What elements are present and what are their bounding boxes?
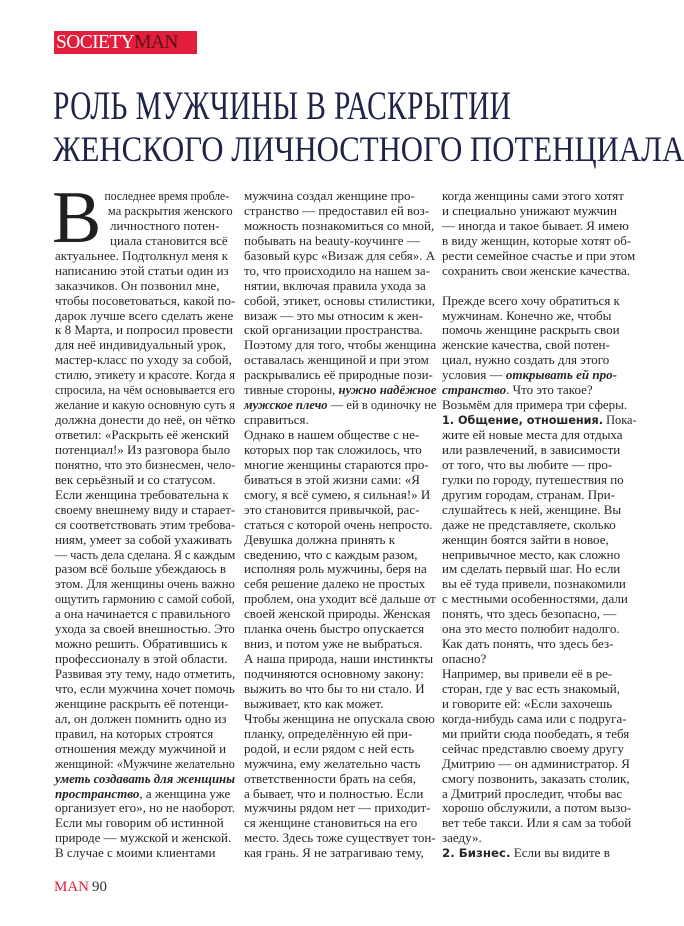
- text-line: ма раскрытия женского: [107, 202, 233, 218]
- section-label-man: MAN: [134, 32, 178, 53]
- text-line: заеду».: [442, 830, 482, 846]
- article-column-2: [244, 189, 436, 861]
- text-line: в виду женщин, которые хотят об-: [442, 232, 632, 248]
- text-line: женщине раскрыть её потенци-: [55, 695, 229, 711]
- text-line: век серьёзный и со статусом.: [55, 471, 216, 487]
- text-line: понятно, что это бизнесмен, чело-: [55, 456, 236, 472]
- article-column-1: [52, 177, 236, 861]
- text-line: [244, 397, 437, 413]
- text-line: исполняя роль мужчины, беря на: [244, 561, 427, 577]
- text-line: своему внешнему виду и старает-: [55, 501, 235, 517]
- text-line: то, что происходило на нашем за-: [244, 262, 430, 278]
- text-line: сведению, что с каждым разом,: [244, 546, 418, 562]
- text-line: Возьмём для примера три сферы.: [442, 397, 628, 413]
- text-line: раскрывались её природные пози-: [244, 367, 433, 383]
- text-line: или развлечений, в зависимости: [442, 441, 621, 457]
- text-line: стилю, этикету и красоте. Когда я: [55, 367, 236, 383]
- text-run: Пока-: [603, 412, 637, 428]
- text-line: родой, и если рядом с ней есть: [244, 740, 415, 756]
- subheading: 2. Бизнес.: [442, 846, 511, 861]
- text-line: Если женщина требовательна к: [55, 486, 229, 502]
- text-line: можность познакомиться со мной,: [244, 217, 435, 233]
- text-line: смогу, я всё сумею, я сильная!» И: [244, 486, 431, 502]
- text-line: циала становится всё: [110, 232, 228, 248]
- emphasis-text: уметь создавать для женщины: [55, 770, 236, 786]
- text-line: рести семейное счастье и при этом: [442, 247, 636, 263]
- text-line: этом. Для женщины очень важно: [55, 576, 235, 592]
- text-line: хорошо обслужили, а потом вызо-: [442, 800, 632, 816]
- text-line: статься с которой очень непросто.: [244, 516, 433, 532]
- text-line: природе — мужской и женской.: [55, 830, 232, 846]
- text-line: спросила, на чём основывается его: [55, 382, 235, 398]
- text-line: Чтобы женщина не опускала свою: [244, 710, 435, 726]
- text-line: Как дать понять, что здесь без-: [442, 636, 614, 652]
- text-line: [55, 787, 235, 802]
- text-line: собой, этикет, основы стилистики,: [244, 292, 435, 308]
- text-line: [442, 383, 637, 398]
- text-line: В случае с моими клиентами: [55, 845, 216, 861]
- text-line: Если мы говорим об истинной: [55, 815, 224, 831]
- text-line: выжить во что бы то ни стало. И: [244, 680, 425, 696]
- text-line: от того, что вы любите — про-: [442, 456, 613, 472]
- text-line: Поэтому для того, чтобы женщина: [244, 337, 437, 353]
- text-run: тивные стороны,: [244, 382, 339, 398]
- text-line: с местными особенностями, дали: [442, 591, 628, 607]
- text-line: мужчинам. Конечно же, чтобы: [442, 307, 612, 323]
- text-line: побывать на beauty-коучинге —: [244, 232, 420, 248]
- text-line: Например, вы привели её в ре-: [442, 666, 613, 681]
- text-line: другим городам, странам. При-: [442, 486, 615, 502]
- text-line: для неё индивидуальный урок,: [55, 337, 226, 353]
- text-line: нятии, включая правила ухода за: [244, 277, 426, 293]
- text-line: многие женщины стараются про-: [244, 456, 429, 472]
- emphasis-text: нужно надёжное: [338, 382, 437, 398]
- text-line: она это место полюбит надолго.: [442, 621, 620, 637]
- text-line: женщиной: «Мужчине желательно: [55, 755, 235, 771]
- text-line: вы её туда привели, познакомили: [442, 576, 626, 592]
- text-line: чтобы посоветоваться, какой по-: [55, 292, 236, 308]
- text-line: странство — предоставил ей воз-: [244, 202, 430, 218]
- drop-cap: В: [52, 177, 102, 259]
- text-line: которых пор так сложилось, что: [244, 441, 422, 457]
- text-line: женские качества, свой потен-: [442, 337, 610, 353]
- text-line: оставалась женщиной и при этом: [244, 352, 429, 368]
- text-line: подчиняются основному закону:: [244, 666, 424, 681]
- title-line-2: ЖЕНСКОГО ЛИЧНОСТНОГО ПОТЕНЦИАЛА: [53, 128, 684, 169]
- text-line: смогу позвонить, заказать столик,: [442, 770, 630, 786]
- section-label-society: SOCIETY: [56, 32, 135, 53]
- emphasis-text: мужское плечо: [244, 397, 328, 413]
- section-badge: [54, 31, 197, 54]
- text-line: — часть дела сделана. Я с каждым: [55, 546, 236, 562]
- text-line: разом всё больше убеждаюсь в: [55, 561, 227, 577]
- text-line: потенциал!» Из разговора было: [55, 441, 231, 457]
- text-line: когда-нибудь сама или с подруга-: [442, 710, 627, 726]
- text-line: вниз, и потом уже не выбраться.: [244, 636, 423, 652]
- text-line: профессионалу в этой области.: [55, 651, 228, 667]
- text-line: мужчина создал женщине про-: [244, 188, 415, 203]
- text-line: ской организации пространства.: [244, 322, 423, 338]
- text-line: циал, нужно создать для этого: [442, 352, 610, 368]
- text-line: выживает, кто как может.: [244, 695, 384, 711]
- text-line: жите ей новые места для отдыха: [442, 427, 623, 442]
- text-line: Девушка должна принять к: [244, 531, 396, 547]
- text-line: сейчас представлю своему другу: [442, 740, 624, 756]
- page-number: 90: [92, 879, 108, 895]
- text-line: место. Здесь тоже существует тон-: [244, 830, 436, 846]
- text-line: личностного потен-: [110, 217, 220, 233]
- text-line: когда женщины сами этого хотят: [442, 188, 624, 203]
- text-line: что, если мужчина хочет помочь: [55, 680, 235, 696]
- article-column-3: [442, 189, 637, 861]
- text-line: ухода за своей внешностью. Это: [55, 621, 235, 637]
- text-line: проблем, она уходит всё дальше от: [244, 591, 436, 607]
- text-line: ответственности брать на себя,: [244, 770, 416, 786]
- text-run: Если вы видите в: [510, 845, 610, 861]
- text-line: слушайтесь к ней, женщине. Вы: [442, 501, 622, 517]
- text-line: написанию этой статьи один из: [55, 262, 229, 278]
- text-line: ощутить гармонию с самой собой,: [55, 591, 235, 607]
- text-line: мужчина, ему желательно часть: [244, 755, 421, 771]
- text-run: — ей в одиночку не: [327, 397, 437, 413]
- subheading: 1. Общение, отношения.: [442, 413, 604, 428]
- article-title: [53, 83, 684, 170]
- text-run: , а женщина уже: [139, 785, 231, 801]
- text-line: кая грань. Я не затрагиваю тему,: [244, 845, 424, 861]
- text-line: — иногда и такое бывает. Я имею: [442, 217, 629, 233]
- text-line: Развивая эту тему, надо отметить,: [55, 666, 236, 681]
- text-line: это становится привычкой, рас-: [244, 501, 420, 517]
- text-line: ниям, умеет за собой ухаживать: [55, 531, 232, 547]
- text-line: [55, 770, 236, 787]
- text-line: последнее время пробле-: [104, 188, 230, 203]
- text-line: понять, что здесь безопасно, —: [442, 606, 617, 622]
- text-line: а Дмитрий проследит, чтобы вас: [442, 785, 623, 801]
- text-line: помочь женщине раскрыть свои: [442, 322, 620, 338]
- text-line: а она начинается с правильного: [55, 606, 231, 622]
- text-line: должна донести до неё, он чётко: [55, 412, 236, 428]
- emphasis-text: пространство: [55, 785, 140, 801]
- text-line: сторан, где у вас есть знакомый,: [442, 680, 620, 696]
- text-line: можно решить. Обратившись к: [55, 636, 228, 652]
- text-line: [442, 368, 637, 383]
- text-line: желание и какую основную суть я: [55, 397, 235, 413]
- text-line: правил, на которых строятся: [55, 725, 214, 741]
- text-line: гулки по городу, путешествия по: [442, 471, 624, 487]
- text-line: ся соответствовать этим требова-: [55, 516, 236, 532]
- paragraph-gap: [442, 279, 637, 294]
- text-line: даже не представляете, сколько: [442, 516, 616, 532]
- text-line: актуальнее. Подтолкнул меня к: [55, 247, 228, 263]
- text-line: ал, он должен помнить одно из: [55, 710, 227, 726]
- text-line: вет тебе такси. Или я сам за тобой: [442, 815, 632, 831]
- text-line: ми прийти сюда пообедать, я тебя: [442, 725, 630, 741]
- text-line: мастер-класс по уходу за собой,: [55, 352, 232, 368]
- text-line: опасно?: [442, 651, 487, 667]
- text-line: планка очень быстро опускается: [244, 621, 425, 637]
- text-line: сохранить свои женские качества.: [442, 262, 631, 278]
- text-line: отношения между мужчиной и: [55, 740, 227, 756]
- text-line: и специально унижают мужчин: [442, 202, 617, 218]
- text-run: . Что это такое?: [506, 382, 593, 398]
- text-line: непривычное место, как сложно: [442, 546, 621, 562]
- text-line: дарок лучше всего сделать жене: [55, 307, 234, 323]
- text-line: а бывает, что и полностью. Если: [244, 785, 424, 801]
- text-line: заказчиков. Он позвонил мне,: [55, 277, 220, 293]
- text-line: [442, 846, 637, 861]
- text-line: Дмитрию — он администратор. Я: [442, 755, 630, 771]
- text-line: к 8 Марта, и попросил провести: [55, 322, 234, 338]
- text-line: организует его», но не наоборот.: [55, 800, 235, 816]
- text-line: планку, определённую ей при-: [244, 725, 413, 741]
- emphasis-text: странство: [442, 382, 507, 398]
- text-line: биваться в этой жизни сами: «Я: [244, 471, 420, 487]
- text-line: Однако в нашем обществе с не-: [244, 427, 420, 442]
- text-line: визаж — это мы относим к жен-: [244, 307, 423, 323]
- text-line: А наша природа, наши инстинкты: [244, 651, 434, 667]
- text-run: условия —: [442, 367, 506, 383]
- text-line: [442, 412, 637, 428]
- footer-magazine-name: MAN: [54, 879, 90, 895]
- page-footer: [54, 879, 107, 896]
- text-line: своей женской природы. Женская: [244, 606, 431, 622]
- text-line: им сделать первый шаг. Но если: [442, 561, 621, 577]
- text-line: женщин боятся зайти в новое,: [442, 531, 609, 547]
- text-line: справиться.: [244, 412, 309, 428]
- text-line: базовый курс «Визаж для себя». А: [244, 247, 436, 263]
- emphasis-text: открывать ей про-: [505, 367, 617, 383]
- text-line: ся женщине становиться на его: [244, 815, 418, 831]
- title-line-1: РОЛЬ МУЖЧИНЫ В РАСКРЫТИИ: [53, 83, 512, 128]
- text-line: Прежде всего хочу обратиться к: [442, 292, 620, 308]
- text-line: себя решение далеко не простых: [244, 576, 426, 592]
- text-line: ответил: «Раскрыть её женский: [55, 427, 229, 442]
- text-line: и говорите ей: «Если захочешь: [442, 695, 613, 711]
- text-line: [244, 382, 437, 398]
- text-line: мужчины рядом нет — приходит-: [244, 800, 431, 816]
